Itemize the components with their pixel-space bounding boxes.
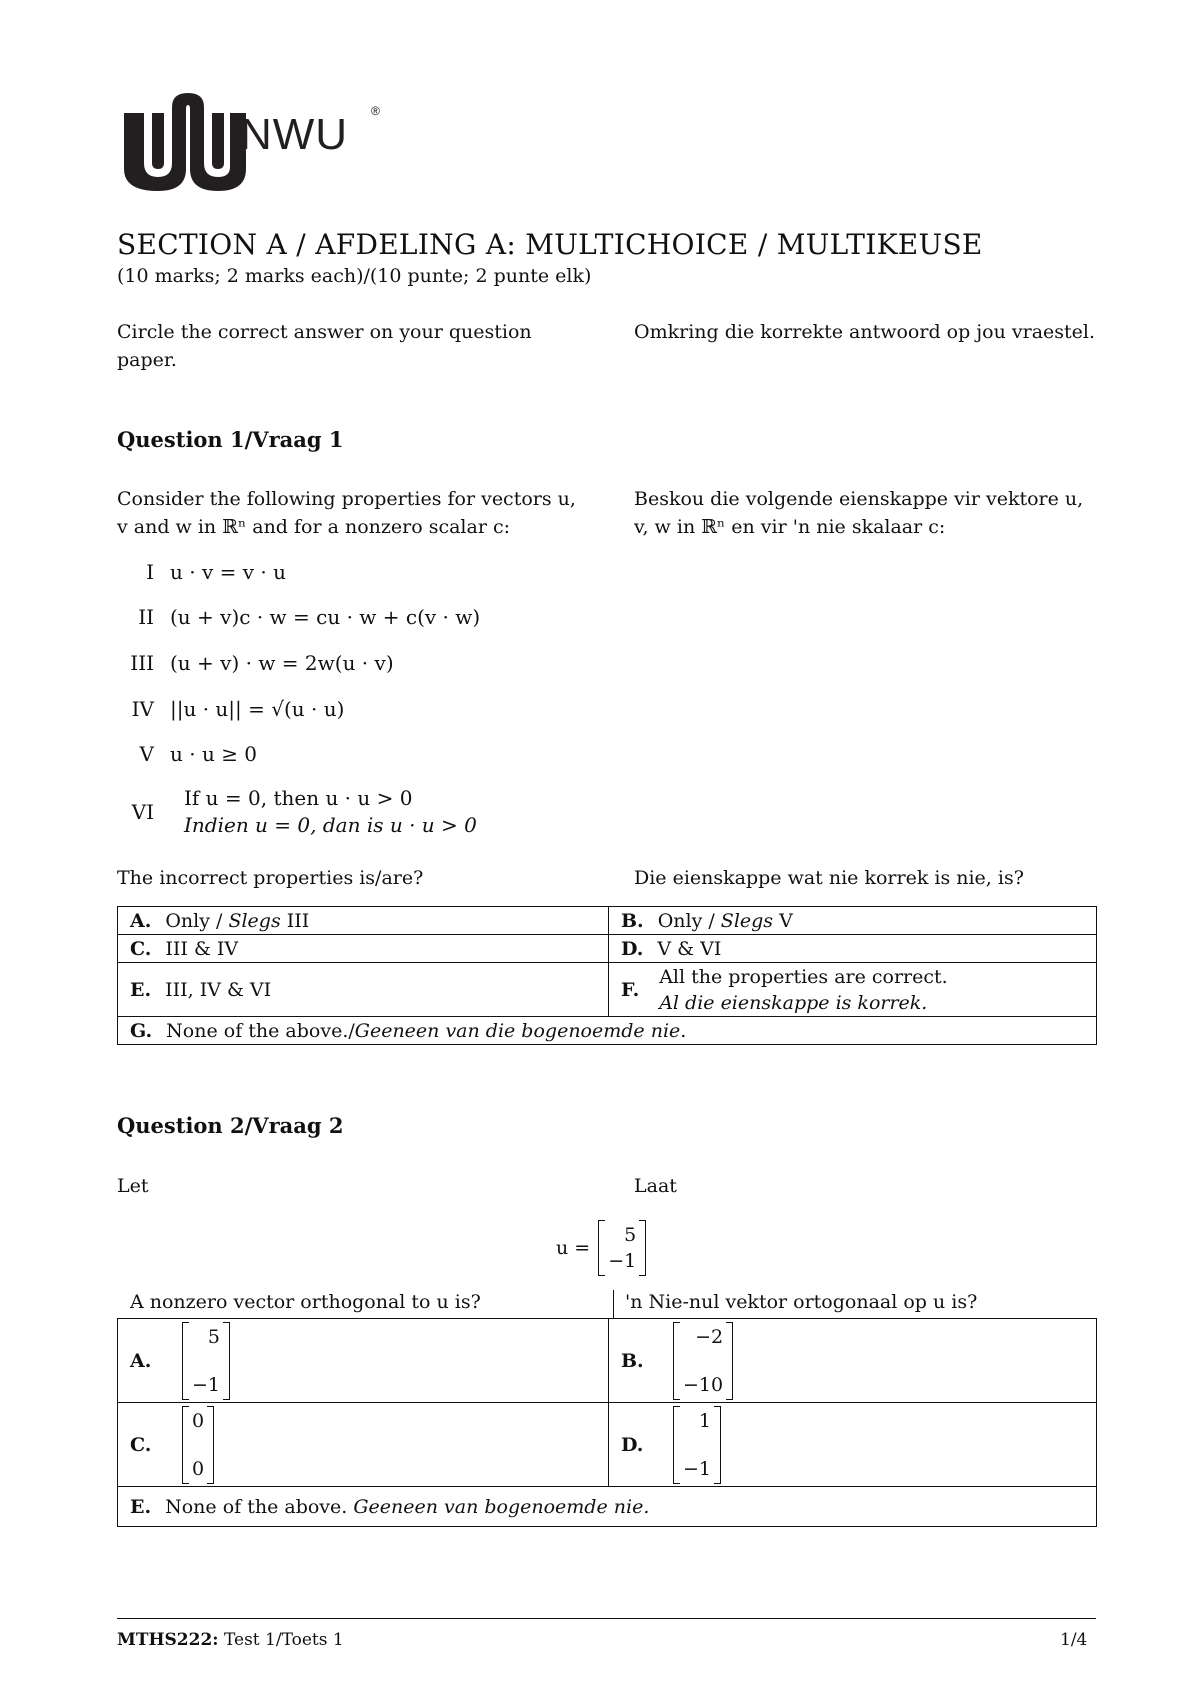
property-expression: ||u · u|| = √(u · u) — [170, 697, 345, 721]
q1-option-a[interactable]: A. Only / Slegs III — [118, 907, 609, 935]
option-vector: −2 −10 — [673, 1322, 733, 1400]
option-vector: 0 0 — [182, 1406, 214, 1484]
property-row — [110, 605, 480, 629]
footer-divider — [117, 1618, 1096, 1619]
registered-mark: ® — [371, 104, 380, 118]
footer-course — [117, 1630, 344, 1650]
q1-option-b[interactable]: B. Only / Slegs V — [609, 907, 1097, 935]
q2-options-table — [117, 1318, 1097, 1527]
q1-intro-en: Consider the following properties for vectors u, v and w in ℝⁿ and for a nonzero scalar c: — [117, 488, 576, 538]
property-expression: u · u ≥ 0 — [170, 742, 258, 766]
property-number: III — [130, 651, 154, 675]
q2-option-c[interactable]: C. 0 0 — [118, 1403, 609, 1487]
prompt-divider — [613, 1290, 614, 1318]
q1-intro-af: Beskou die volgende eienskappe vir vektore u, v, w in ℝⁿ en vir 'n nie skalaar c: — [634, 488, 1084, 538]
option-vector: 1 −1 — [673, 1406, 721, 1484]
q1-prompt-af: Die eienskappe wat nie korrek is nie, is? — [634, 867, 1024, 889]
u-vector: 5 −1 — [598, 1220, 646, 1276]
logo-text: NWU — [240, 110, 349, 159]
u-label: u = — [556, 1237, 591, 1259]
property-row — [110, 742, 257, 766]
property-row — [110, 697, 344, 721]
property-number: IV — [131, 697, 154, 721]
page-number: 1/4 — [1060, 1630, 1088, 1650]
property-6-af: Indien u = 0, dan is u · u > 0 — [184, 813, 477, 837]
q1-option-e[interactable]: E. III, IV & VI — [118, 963, 609, 1017]
q2-let-af: Laat — [634, 1175, 677, 1197]
q1-option-d[interactable]: D. V & VI — [609, 935, 1097, 963]
property-6-en: If u = 0, then u · u > 0 — [184, 786, 413, 810]
q1-option-f[interactable]: F. All the properties are correct. Al die eienskappe is korrek. — [609, 963, 1097, 1017]
instruction-af: Omkring die korrekte antwoord op jou vraestel. — [634, 321, 1096, 343]
property-expression: u · v = v · u — [170, 560, 286, 584]
q2-prompt-af: 'n Nie-nul vektor ortogonaal op u is? — [625, 1291, 978, 1313]
question-2-title: Question 2/Vraag 2 — [117, 1113, 344, 1138]
property-expression: (u + v)c · w = cu · w + c(v · w) — [170, 605, 481, 629]
q1-options-table — [117, 906, 1097, 1045]
q1-prompt-en: The incorrect properties is/are? — [117, 867, 424, 889]
property-number: VI — [131, 800, 154, 824]
q1-option-g[interactable]: G. None of the above./Geeneen van die bogenoemde nie. — [118, 1017, 1097, 1045]
u-definition — [556, 1220, 646, 1276]
q1-option-c[interactable]: C. III & IV — [118, 935, 609, 963]
section-subtitle: (10 marks; 2 marks each)/(10 punte; 2 punte elk) — [117, 265, 592, 287]
q2-option-d[interactable]: D. 1 −1 — [609, 1403, 1097, 1487]
q2-option-a[interactable]: A. 5 −1 — [118, 1319, 609, 1403]
property-row — [110, 800, 170, 824]
property-number: V — [139, 742, 154, 766]
option-vector: 5 −1 — [182, 1322, 230, 1400]
course-code: MTHS222: — [117, 1630, 219, 1650]
property-expression: (u + v) · w = 2w(u · v) — [170, 651, 394, 675]
property-number: I — [146, 560, 154, 584]
property-row — [110, 560, 286, 584]
section-title: SECTION A / AFDELING A: MULTICHOICE / MULTIKEUSE — [117, 228, 983, 261]
property-row — [110, 651, 394, 675]
q2-option-e[interactable]: E. None of the above. Geeneen van bogenoemde nie. — [118, 1487, 1097, 1527]
question-1-title: Question 1/Vraag 1 — [117, 427, 344, 452]
q2-let-en: Let — [117, 1175, 149, 1197]
instruction-en: Circle the correct answer on your question paper. — [117, 321, 532, 371]
property-number: II — [138, 605, 154, 629]
q2-option-b[interactable]: B. −2 −10 — [609, 1319, 1097, 1403]
q2-prompt-en: A nonzero vector orthogonal to u is? — [130, 1291, 481, 1313]
test-name: Test 1/Toets 1 — [223, 1630, 344, 1650]
